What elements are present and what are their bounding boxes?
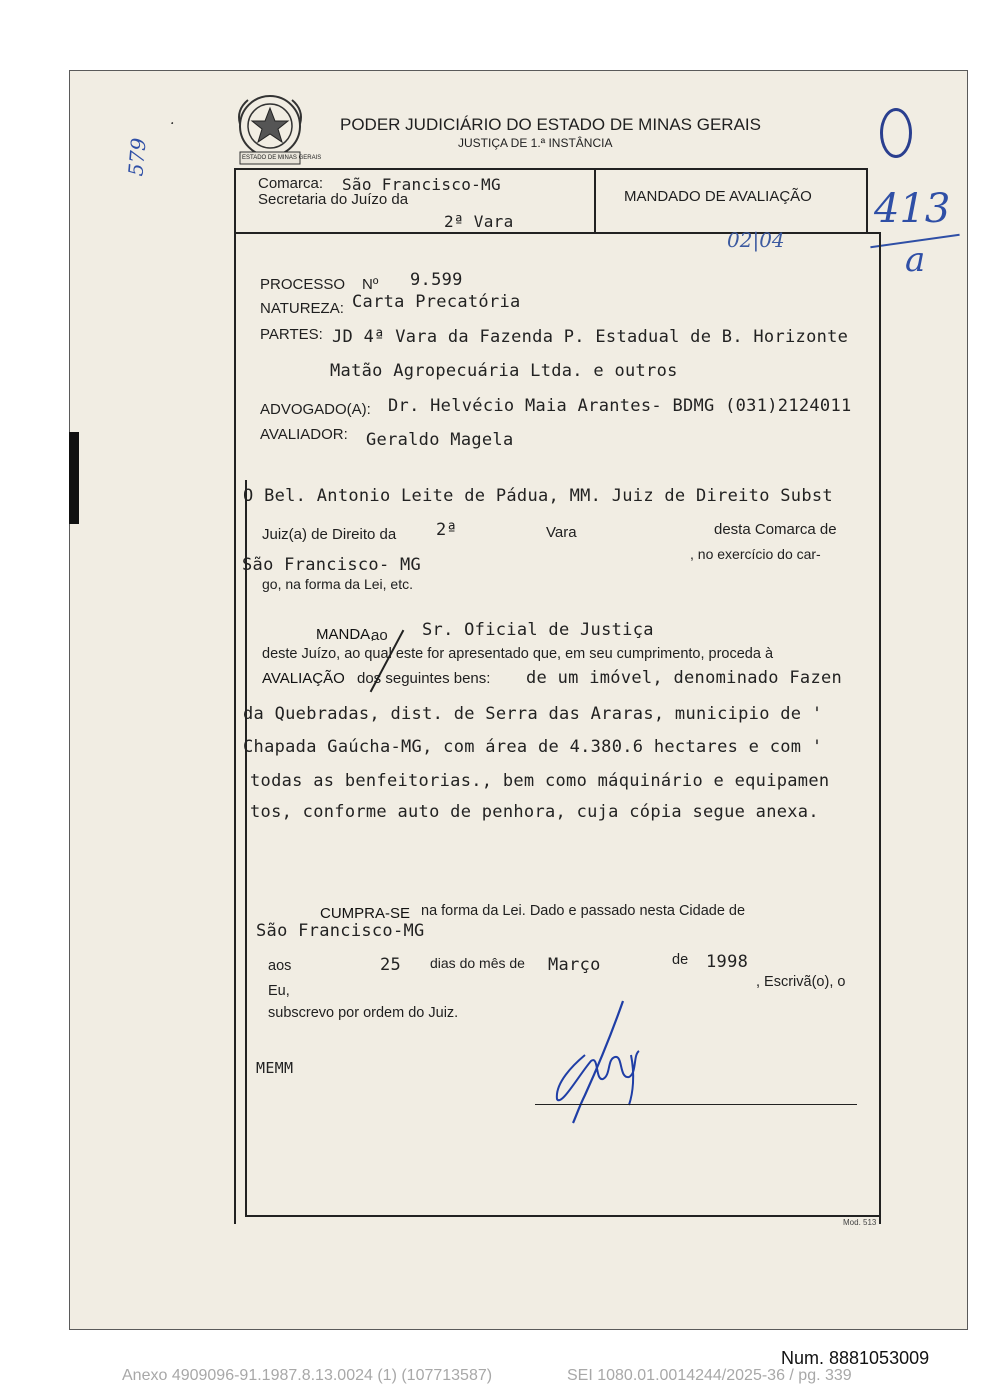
page-subtitle: JUSTIÇA DE 1.ª INSTÂNCIA	[458, 136, 613, 150]
de-label: de	[672, 952, 689, 968]
seal-text: ESTADO DE MINAS GERAIS	[242, 155, 322, 161]
processo-value: 9.599	[410, 270, 463, 290]
secretaria-label: Secretaria do Juízo da	[258, 191, 409, 208]
vara-number: 2ª	[436, 520, 458, 540]
form-left-inner	[245, 480, 247, 1217]
bens-line-3: todas as benfeitorias., bem como máquinário e equipamen	[250, 771, 830, 791]
binding-mark	[69, 432, 79, 524]
bens-first-line: de um imóvel, denominado Fazen	[526, 668, 843, 688]
manda-label: MANDA,	[316, 626, 375, 643]
footer-sei: SEI 1080.01.0014244/2025-36 / pg. 339	[567, 1367, 852, 1384]
document-title: MANDADO DE AVALIAÇÃO	[624, 188, 812, 205]
dos-bens-label: dos seguintes bens:	[357, 670, 491, 687]
exercicio-label: , no exercício do car-	[690, 546, 821, 562]
margin-note-left: 579	[123, 136, 151, 178]
margin-note-right-bottom: a	[905, 240, 926, 280]
advogado-value: Dr. Helvécio Maia Arantes- BDMG (031)2124011	[388, 396, 852, 416]
page-title: PODER JUDICIÁRIO DO ESTADO DE MINAS GERAIS	[340, 115, 761, 134]
comarca-de-label: desta Comarca de	[714, 521, 837, 538]
vara-value: 2ª Vara	[444, 212, 514, 231]
comarca-label: Comarca:	[258, 175, 324, 192]
footer-anexo: Anexo 4909096-91.1987.8.13.0024 (1) (107713587)	[122, 1367, 493, 1384]
footer-num: Num. 8881053009	[781, 1348, 930, 1368]
advogado-label: ADVOGADO(A):	[260, 401, 371, 418]
bens-line-4: tos, conforme auto de penhora, cuja cópia segue anexa.	[250, 802, 819, 822]
signature-icon	[545, 995, 655, 1130]
processo-no: Nº	[362, 276, 379, 293]
partes-line-1: JD 4ª Vara da Fazenda P. Estadual de B. Horizonte	[332, 327, 849, 347]
month-value: Março	[548, 955, 601, 975]
dias-label: dias do mês de	[430, 955, 525, 971]
form-bottom-line	[245, 1215, 879, 1217]
margin-dot: .	[170, 112, 175, 128]
day-value: 25	[380, 955, 402, 975]
ao-label: ao	[371, 627, 388, 644]
initials: MEMM	[256, 1059, 294, 1077]
juiz-label: Juiz(a) de Direito da	[262, 526, 397, 543]
avaliador-value: Geraldo Magela	[366, 430, 514, 450]
signature-line	[535, 1104, 857, 1105]
cargo-label: go, na forma da Lei, etc.	[262, 576, 413, 592]
processo-label: PROCESSO	[260, 276, 346, 293]
cumpra-label: CUMPRA-SE	[320, 905, 411, 922]
order-line-2: deste Juízo, ao qual este for apresentado que, em seu cumprimento, proceda à	[262, 646, 774, 662]
partes-line-2: Matão Agropecuária Ltda. e outros	[330, 361, 678, 381]
comarca-value: São Francisco-MG	[342, 175, 501, 194]
judge-line: O Bel. Antonio Leite de Pádua, MM. Juiz de Direito Subst	[243, 486, 833, 506]
partes-label: PARTES:	[260, 326, 323, 343]
vara-label: Vara	[546, 524, 577, 541]
margin-note-right-top: 413	[874, 186, 951, 232]
avaliacao-label: AVALIAÇÃO	[262, 670, 345, 687]
escriva-label: , Escrivã(o), o	[756, 974, 846, 990]
closing-city: São Francisco-MG	[256, 921, 425, 941]
natureza-label: NATUREZA:	[260, 300, 344, 317]
bens-line-1: da Quebradas, dist. de Serra das Araras, municipio de '	[243, 704, 823, 724]
bens-line-2: Chapada Gaúcha-MG, com área de 4.380.6 hectares e com '	[243, 737, 823, 757]
comarca-divider	[594, 168, 596, 232]
cumpra-rest: na forma da Lei. Dado e passado nesta Cidade de	[421, 903, 746, 919]
oficial-value: Sr. Oficial de Justiça	[422, 620, 654, 640]
year-value: 1998	[706, 952, 749, 972]
stamp-circle	[880, 108, 912, 158]
box-note: 02|04	[727, 228, 785, 252]
natureza-value: Carta Precatória	[352, 292, 521, 312]
city-value: São Francisco- MG	[242, 555, 422, 575]
form-code: Mod. 513	[843, 1218, 877, 1227]
subscrevo-label: subscrevo por ordem do Juiz.	[268, 1005, 459, 1021]
avaliador-label: AVALIADOR:	[260, 426, 348, 443]
eu-label: Eu,	[268, 983, 290, 999]
aos-label: aos	[268, 958, 292, 974]
